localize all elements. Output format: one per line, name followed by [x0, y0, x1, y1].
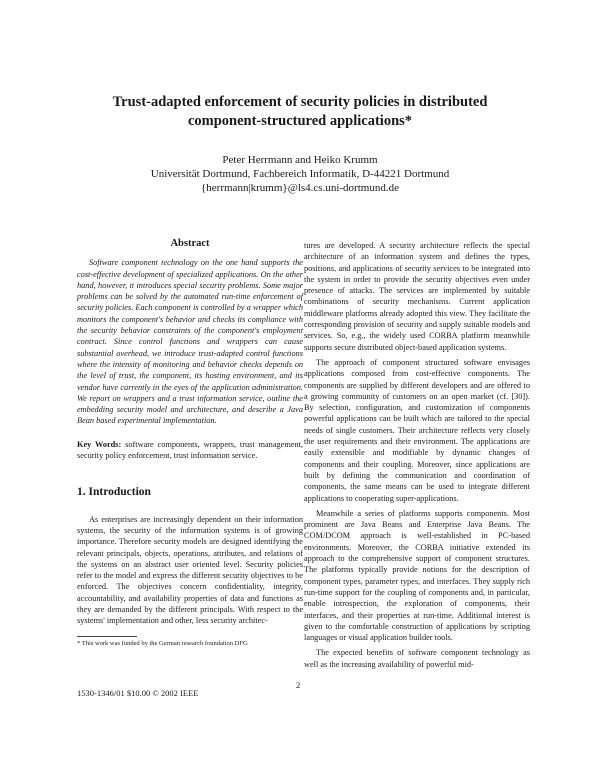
author-email: {herrmann|krumm}@ls4.cs.uni-dortmund.de	[201, 182, 399, 194]
abstract-heading: Abstract	[170, 238, 210, 249]
right-paragraph-1: tures are developed. A security architecture reflects the special architecture of an information system and defines the types, positions, and applications of security services to be integrated into the system in order to provide the security objectives even under presence of attacks. The services are implemented by suitable combinations of security mechanisms. Current application middleware platforms already adopted this view. They facilitate the corresponding provision of security and supply suitable models and services. So, e.g., the widely used CORBA platform meanwhile supports secure distributed object-based application systems.	[304, 241, 530, 352]
footnote: * This work was funded by the German research foundation DFG	[77, 640, 248, 647]
author-names: Peter Herrmann and Heiko Krumm	[222, 154, 378, 166]
left-column	[77, 238, 303, 627]
keywords-text: software components, wrappers, trust management, security policy enforcement, trust information service.	[77, 439, 303, 461]
footnote-rule	[77, 636, 137, 637]
abstract-text: Software component technology on the one hand supports the cost-effective development of specialized applications. On the other hand, however, it introduces special security problems. Some major problems can be solved by the automated run-time enforcement of security policies. Each component is controlled by a wrapper which monitors the component's behavior and checks its compliance with the security behavior constraints of the component's employment contract. Since control functions and wrappers can cause substantial overhead, we introduce trust-adapted control functions where the intensity of monitoring and behavior checks depends on the level of trust, the component, its hosting environment, and its vendor have currently in the eyes of the application administration. We report on wrappers and a trust information service, outline the embedding security model and architecture, and describe a Java Bean based experimental implementation.	[77, 258, 303, 426]
right-paragraph-2: The approach of component structured software envisages applications composed from cost-effective components. The components are supplied by different developers and are offered to a growing community of customers on an open market (cf. [30]). By selection, configuration, and customization of components powerful applications can be built which are tailored to the special needs of single customers. Their architecture reflects very closely the user requirements and their environment. The applications are easily extensible and modifiable by dynamic changes of components and their coupling. Moreover, since applications are built by defining the communication and coordination of components, the same means can be used to integrate different applications to cooperating super-applications.	[304, 357, 530, 503]
title-line-1: Trust-adapted enforcement of security policies in distributed	[112, 94, 488, 110]
title-line-2: component-structured applications*	[187, 113, 413, 129]
author-block	[60, 153, 540, 195]
section-heading-introduction: 1. Introduction	[77, 486, 151, 499]
paper-title	[60, 93, 540, 131]
intro-paragraph-1: As enterprises are increasingly dependent on their information systems, the security of the information systems is of growing importance. Therefore security models are designed identifying the relevant principals, objects, operations, attributes, and relations of the systems on an abstract user oriented level. Security policies refer to the model and express the different security objectives to be enforced. The objectives concern confidentiality, integrity, accountability, and availability properties of data and functions as they are demanded by the different principals. With respect to the systems' implementation and other, less security architec-	[77, 514, 303, 626]
keywords-label: Key Words:	[77, 439, 122, 449]
page-number: 2	[296, 680, 301, 690]
copyright-line: 1530-1346/01 $10.00 © 2002 IEEE	[77, 688, 199, 698]
author-affiliation: Universität Dortmund, Fachbereich Informatik, D-44221 Dortmund	[150, 168, 450, 180]
keywords	[77, 439, 303, 462]
right-column	[304, 240, 530, 674]
right-paragraph-3: Meanwhile a series of platforms supports components. Most prominent are Java Beans and Enterprise Java Beans. The COM/DCOM approach is well-established in PC-based environments. Moreover, the CORBA initiative extended its approach to the comprehensive support of component structures. The platforms typically provide notions for the description of component types, parameter types, and interfaces. They supply rich run-time support for the coupling of components and, in particular, enable introspection, the exploration of components, their interfaces, and their properties at run-time. Additional interest is given to the comfortable construction of applications by scripting languages or visual application builder tools.	[304, 508, 530, 643]
right-paragraph-4: The expected benefits of software component technology as well as the increasing availability of powerful mid-	[304, 648, 530, 669]
